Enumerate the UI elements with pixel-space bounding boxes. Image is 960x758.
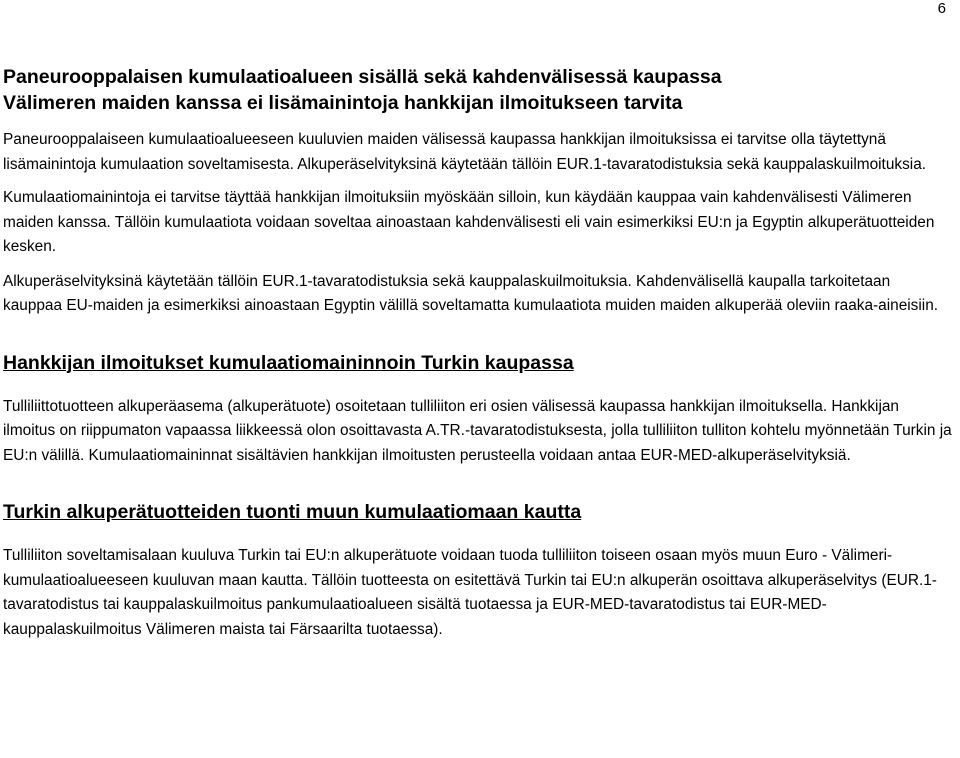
paragraph-bilateral: Kumulaatiomainintoja ei tarvitse täyttää hankkijan ilmoituksiin myöskään silloin, kun käydään kauppaa vain kahdenvälisesti Välimeren maiden kanssa. Tällöin kumulaatiota voidaan soveltaa ainoastaan kahdenvälisesti eli vain esimerkiksi EU:n ja Egyptin alkuperätuotteiden kesken. bbox=[3, 189, 935, 255]
paragraph-intro: Paneurooppalaiseen kumulaatioalueeseen kuuluvien maiden välisessä kaupassa hankkijan ilmoituksissa ei tarvitse olla täytettynä lisämainintoja kumulaation soveltamisesta. Alkuperäselvityksinä käytetään tällöin EUR.1-tavaratodistuksia sekä kauppalaskuilmoituksia. bbox=[3, 131, 927, 173]
document-body bbox=[3, 64, 953, 652]
page-title-line-1: Paneurooppalaisen kumulaatioalueen sisällä sekä kahdenvälisessä kaupassa bbox=[3, 66, 722, 88]
section-heading-turkey-declarations: Hankkijan ilmoitukset kumulaatiomaininnoin Turkin kaupassa bbox=[3, 351, 574, 374]
section-heading-turkey-imports: Turkin alkuperätuotteiden tuonti muun kumulaatiomaan kautta bbox=[3, 501, 582, 523]
paragraph-customs-union: Tulliliittotuotteen alkuperäasema (alkuperätuote) osoitetaan tulliliiton eri osien välisessä kaupassa hankkijan ilmoituksella. Hankkijan ilmoitus on riippumaton vapaassa liikkeessä olon osoittavasta A.TR.-tavaratodistuksesta, jolla tulliliiton tulliton kohtelu myönnetään Turkin ja EU:n välillä. Kumulaatiomaininnat sisältävien hankkijan ilmoitusten perusteella voidaan antaa EUR-MED-alkuperäselvityksiä. bbox=[3, 397, 952, 464]
page-title bbox=[3, 64, 953, 116]
paragraph-proofs: Alkuperäselvityksinä käytetään tällöin EUR.1-tavaratodistuksia sekä kauppalaskuilmoituksia. Kahdenvälisellä kaupalla tarkoitetaan kauppaa EU-maiden ja esimerkiksi ainoastaan Egyptin välillä soveltamatta kumulaatiota muiden maiden alkuperää oleviin raaka-aineisiin. bbox=[3, 272, 939, 314]
paragraph-transit-import: Tulliliiton soveltamisalaan kuuluva Turkin tai EU:n alkuperätuote voidaan tuoda tulliliiton toiseen osaan myös muun Euro - Välimeri-kumulaatioalueeseen kuuluvan maan kautta. Tällöin tuotteesta on esitettävä Turkin tai EU:n alkuperän osoittava alkuperäselvitys (EUR.1- tavaratodistus tai kauppalaskuilmoitus pankumulaatioalueen sisältä tuotaessa ja EUR-MED-tavaratodistus tai EUR-MED-kauppalaskuilmoitus Välimeren maista tai Färsaarilta tuotaessa). bbox=[3, 547, 937, 638]
page-title-line-2: Välimeren maiden kanssa ei lisämainintoja hankkijan ilmoitukseen tarvita bbox=[3, 92, 683, 114]
page-number: 6 bbox=[937, 0, 946, 17]
